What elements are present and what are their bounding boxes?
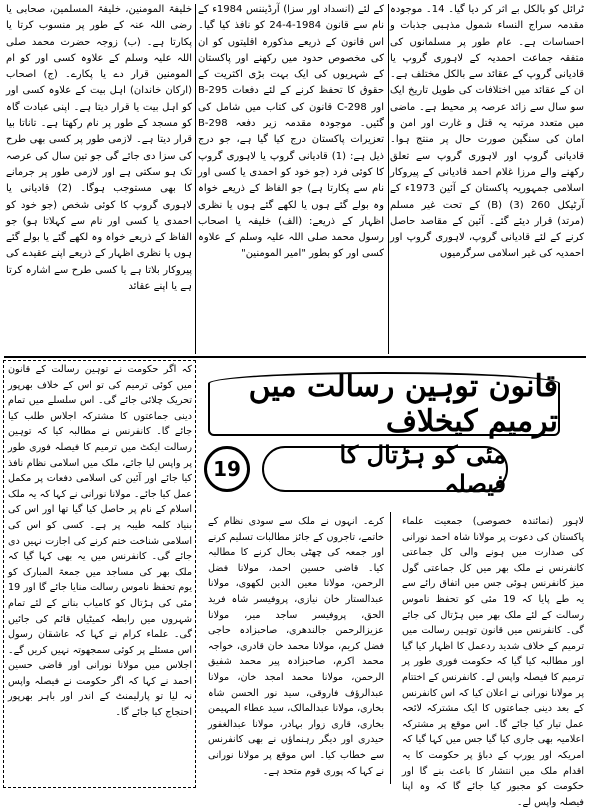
article-column-left (6, 2, 192, 354)
article-column-right (390, 2, 584, 354)
column-divider (195, 4, 196, 354)
article-text: کے لئے (انسداد اور سزا) آرڈیننس 1984ء کے نام سے قانون 1984-4-24 کو نافذ کیا گیا۔ اس قانون کے ذریعے مذکورہ اقلیتوں کو ان کی مخصوص حدود میں رکھنے اور پاکستان کے شہریوں کی ایک بہت بڑی اکثریت کے حقوق کا تحفظ کرنے کے لئے دفعات 295-B اور 298-C قانون کی کتاب میں شامل کی گئیں۔ موجودہ مقدمہ زیر دفعہ 298-B تعزیرات پاکستان درج کیا گیا ہے، جو درج ذیل ہے: (1) قادیانی گروپ یا لاہوری گروپ کا کوئی فرد (جو خود کو احمدی یا کسی اور نام سے پکارتا ہے) جو الفاظ کے ذریعے خواہ وہ بولے گئے ہوں یا لکھے گئے ہوں یا نظری اظہار کے ذریعے: (الف) خلیفہ یا اصحاب رسول محمد صلی اللہ علیہ وسلم کے علاوہ کسی اور کو بطور "امیر المومنین" (198, 4, 385, 260)
news-column-right (402, 514, 584, 808)
headline-number-badge: 19 (204, 446, 250, 492)
headline-main: قانون توہین رسالت میں ترمیم کیخلاف (208, 372, 560, 436)
article-text: کرے۔ انہوں نے ملک سے سودی نظام کے خاتمے، تاجروں کے جائز مطالبات تسلیم کرنے اور جمعہ کی چھٹی بحال کرنے کا مطالبہ کیا۔ قاضی حسین احمد، مولانا فضل الرحمن، مولانا معین الدین لکھوی، مولانا عبدالستار خان نیازی، پروفیسر شاہ فرید الحق، پروفیسر ساجد میر، مولانا عزیزالرحمن جالندھری، صاحبزادہ حاجی فضل کریم، مولانا محمد خان قادری، خواجہ محمد اکرم، صاحبزادہ پیر محمد شفیق الرحمن، مولانا محمد امجد خان، مولانا عبدالرؤف فاروقی، سید نور الحسن شاہ بخاری، مولانا عبدالمالک، سید عطاء المہیمن بخاری، قاری زوار بہادر، مولانا عبدالغفور حیدری اور دیگر رہنماؤں نے بھی کانفرنس سے خطاب کیا۔ اس موقع پر مولانا نورانی نے کہا کہ پوری قوم متحد ہے۔ (208, 516, 384, 777)
article-text: خلیفۃ المومنین، خلیفۃ المسلمین، صحابی یا رضی اللہ عنہ کے طور پر منسوب کرتا یا پکارتا ہے۔ (ب) زوجہ حضرت محمد صلی اللہ علیہ وسلم کے علاوہ کسی اور کو ام المومنین قرار دے یا پکارے۔ (ج) اصحاب (ارکان خاندان) اہل بیت کے علاوہ کسی اور کو اہل بیت یا قرار دیتا ہے۔ اپنی عبادت گاہ کو مسجد کے طور پر نام رکھتا ہے۔ تاناتا بیا قرار دیتا ہے۔ لازمی طور پر کسی بھی طرح کی سزا دی جائے گی جو تین سال کی عرصہ تک ہو سکتی ہے اور لازمی طور پر جرمانے کا بھی مستوجب ہوگا۔ (2) قادیانی یا لاہوری گروپ کا کوئی شخص (جو خود کو احمدی یا کسی اور نام سے کہلاتا ہو) جو الفاظ کے ذریعے خواہ وہ لکھے گئے یا بولے گئے ہوں یا نظری اظہار کے ذریعے اپنے عقیدے کی پیروکار بلاتا ہے یا کسی طرح سے اشارہ کرتا ہے یا اپنے عقائد (6, 4, 192, 293)
headline-sub: مئی کو ہڑتال کا فیصلہ (262, 446, 508, 492)
news-column-middle (208, 514, 384, 784)
article-text: ٹرائل کو بالکل بے اثر کر دیا گیا۔ 14۔ موجودہ مقدمہ سراج النساء شمول مذہبی جذبات و احساسات ہے۔ عام طور پر مسلمانوں کی متفقہ جماعت احمدیہ کے لاہوری گروپ یا قادیانی گروپ کے عقائد سے بالکل مختلف ہے۔ ان کے عقائد میں اختلافات کی طویل تاریخ ایک سو سال سے زائد عرصہ پر محیط ہے۔ ماضی میں متعدد مرتبہ یہ قتل و غارت اور امن و امان کی سنگین صورت حال پر منتج ہوا۔ قادیانی گروپ اور لاہوری گروپ سے تعلق رکھنے والے مرزا غلام احمد قادیانی کے پیروکار اسلامی جمہوریہ پاکستان کے آئین 1973ء کے آرٹیکل 260 (3) (B) کے تحت غیر مسلم (مرتد) قرار دیئے گئے۔ آئین کے مقاصد حاصل کرنے کے لئے قادیانی گروپ، لاہوری گروپ اور احمدیہ کی غیر اسلامی سرگرمیوں (390, 4, 585, 260)
column-divider (390, 512, 391, 784)
article-text: کہ اگر حکومت نے توہین رسالت کے قانون میں کوئی ترمیم کی تو اس کے خلاف بھرپور تحریک چلائی جائے گی۔ اس سلسلے میں تمام دینی جماعتوں کا مشترکہ اجلاس طلب کیا جائے گا۔ کانفرنس نے مطالبہ کیا کہ توہین رسالت ایکٹ میں ترمیم کا فیصلہ فوری طور پر واپس لیا جائے، ملک میں اسلامی نظام نافذ کیا جائے اور آئین کی اسلامی دفعات پر مکمل عمل کیا جائے۔ مولانا نورانی نے کہا کہ یہ ملک اسلام کے نام پر حاصل کیا گیا تھا اور اس کی بنیاد کلمہ طیبہ پر ہے۔ کسی کو اس کی اسلامی شناخت ختم کرنے کی اجازت نہیں دی جائے گی۔ کانفرنس میں یہ بھی کہا گیا کہ ملک بھر کی مساجد میں جمعۃ المبارک کو یوم تحفظ ناموس رسالت منایا جائے گا اور 19 مئی کی ہڑتال کو کامیاب بنانے کے لئے تمام شہروں میں رابطہ کمیٹیاں قائم کی جائیں گی۔ علماء کرام نے کہا کہ عاشقان رسول اس مسئلے پر کوئی سمجھوتہ نہیں کریں گے۔ اجلاس میں مولانا نورانی اور قاضی حسین احمد نے کہا کہ اگر حکومت نے فیصلہ واپس نہ لیا تو پارلیمنٹ کے اندر اور باہر بھرپور احتجاج کیا جائے گا۔ (8, 364, 192, 719)
news-column-boxed (8, 362, 192, 784)
column-divider (388, 4, 389, 354)
section-divider (4, 356, 586, 358)
article-text: لاہور (نمائندہ خصوصی) جمعیت علماء پاکستان کی دعوت پر مولانا شاہ احمد نورانی کی صدارت میں ہونے والی کل جماعتی کانفرنس نے ملک بھر میں کل جماعتی گول میز کانفرنس ہوئی جس میں اتفاق رائے سے یہ طے پایا کہ 19 مئی کو تحفظ ناموس رسالت کے لئے ملک بھر میں ہڑتال کی جائے گی۔ کانفرنس میں قانون توہین رسالت میں ترمیم کے خلاف شدید ردعمل کا اظہار کیا گیا اور مطالبہ کیا گیا کہ حکومت فوری طور پر ترمیم کا فیصلہ واپس لے۔ کانفرنس کے اختتام پر مولانا نورانی نے اعلان کیا کہ اس کانفرنس کے بعد دینی جماعتوں کا ایک مشترکہ لائحہ عمل تیار کیا جائے گا۔ اس موقع پر مشترکہ اعلامیہ بھی جاری کیا گیا جس میں کہا گیا کہ امریکہ اور یورپ کے دباؤ پر حکومت کا یہ اقدام ملک میں انتشار کا باعث بنے گا اور حکومت کو مجبور کیا جائے گا کہ وہ اپنا فیصلہ واپس لے۔ (402, 516, 584, 808)
headline-block (204, 362, 588, 512)
article-column-middle (198, 2, 384, 354)
